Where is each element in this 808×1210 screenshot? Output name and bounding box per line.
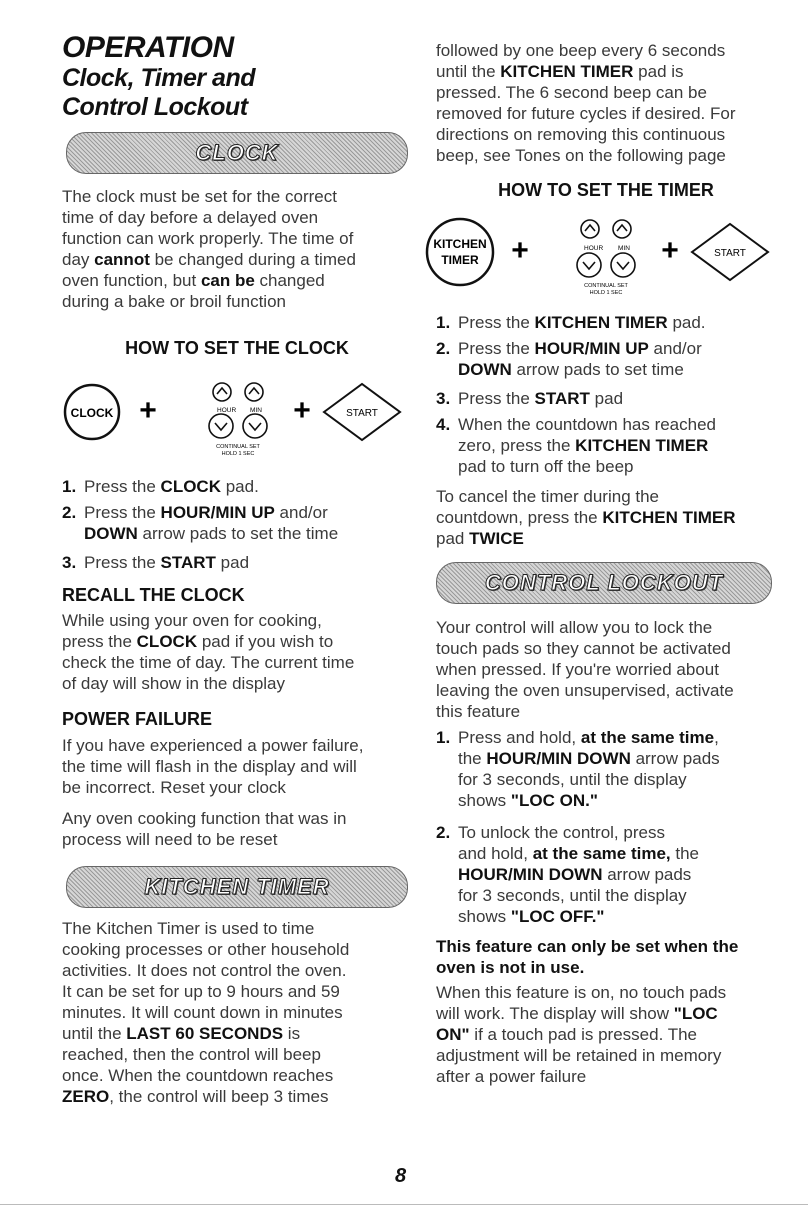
how-to-set-timer-heading: HOW TO SET THE TIMER <box>498 180 714 200</box>
page-subtitle-line-1: Clock, Timer and <box>62 64 255 92</box>
lockout-end-text: When this feature is on, no touch pads will work. The display will show "LOC ON" if a touch pad is pressed. The adjustment will be retained in memory after a power failure <box>436 983 727 1086</box>
kitchen-timer-pad-icon <box>427 219 493 285</box>
page-bottom-rule <box>0 1204 808 1205</box>
power-failure-note: Any oven cooking function that was in process will need to be reset <box>62 809 347 849</box>
clock-intro: The clock must be set for the correct time of day before a delayed oven function can work properly. The time of day cannot be changed during a timed oven function, but can be changed during a bake or broil function <box>62 187 356 311</box>
clock-keypad-diagram <box>62 378 412 458</box>
plus-icon: + <box>661 234 679 267</box>
hour-min-arrows-icon <box>209 383 267 457</box>
svg-text:KITCHEN: KITCHEN <box>433 237 487 251</box>
svg-text:HOLD 1 SEC: HOLD 1 SEC <box>221 451 255 457</box>
svg-text:START: START <box>346 408 378 419</box>
clock-step-3: 3. Press the START pad <box>62 553 250 572</box>
lockout-step-1: 1. Press and hold, at the same time, the HOUR/MIN DOWN arrow pads for 3 seconds, until the display shows "LOC ON." <box>436 728 720 810</box>
timer-step-1: 1. Press the KITCHEN TIMER pad. <box>436 313 706 332</box>
lockout-step-2: 2. To unlock the control, press and hold, at the same time, the HOUR/MIN DOWN arrow pads for 3 seconds, until the display shows "LOC OFF." <box>436 823 699 926</box>
page-subtitle-line-2: Control Lockout <box>62 93 248 121</box>
lockout-intro: Your control will allow you to lock the touch pads so they cannot be activated when pressed. If you're worried about leaving the oven unsupervised, activate this feature <box>436 618 734 721</box>
kitchen-timer-banner <box>66 866 408 908</box>
clock-banner-label: CLOCK <box>195 140 279 165</box>
svg-text:HOUR: HOUR <box>584 245 604 252</box>
timer-step-4: 4. When the countdown has reached zero, press the KITCHEN TIMER pad to turn off the beep <box>436 415 717 476</box>
recall-clock-heading: RECALL THE CLOCK <box>62 585 245 605</box>
start-pad-icon <box>324 384 400 440</box>
kitchen-timer-banner-label: KITCHEN TIMER <box>144 874 330 899</box>
hour-min-arrows-icon <box>577 220 635 296</box>
recall-clock-text: While using your oven for cooking, press the CLOCK pad if you wish to check the time of day. The current time of day will show in the display <box>62 611 355 693</box>
clock-pad-icon <box>65 385 119 439</box>
svg-text:HOLD 1 SEC: HOLD 1 SEC <box>589 290 623 296</box>
how-to-set-clock-heading: HOW TO SET THE CLOCK <box>125 338 349 358</box>
svg-text:CONTINUAL SET: CONTINUAL SET <box>584 283 628 289</box>
svg-text:CONTINUAL SET: CONTINUAL SET <box>216 444 260 450</box>
svg-text:HOUR: HOUR <box>217 407 237 414</box>
control-lockout-banner <box>436 562 772 604</box>
page-number: 8 <box>395 1165 407 1187</box>
start-pad-icon <box>692 224 768 280</box>
svg-text:MIN: MIN <box>250 407 262 414</box>
clock-step-2: 2. Press the HOUR/MIN UP and/or DOWN arrow pads to set the time <box>62 503 339 543</box>
plus-icon: + <box>293 394 311 427</box>
clock-step-1: 1. Press the CLOCK pad. <box>62 477 259 496</box>
timer-step-3: 3. Press the START pad <box>436 389 624 408</box>
timer-step-2: 2. Press the HOUR/MIN UP and/or DOWN arrow pads to set time <box>436 339 702 379</box>
plus-icon: + <box>511 234 529 267</box>
kitchen-timer-continued: followed by one beep every 6 seconds until the KITCHEN TIMER pad is pressed. The 6 second beep can be removed for future cycles if desired. For directions on removing this continuous beep, see Tones on the following page <box>436 41 736 165</box>
power-failure-heading: POWER FAILURE <box>62 709 213 729</box>
lockout-note: This feature can only be set when the oven is not in use. <box>436 937 739 977</box>
control-lockout-banner-label: CONTROL LOCKOUT <box>484 570 724 595</box>
plus-icon: + <box>139 394 157 427</box>
svg-text:TIMER: TIMER <box>441 253 479 267</box>
cancel-timer-text: To cancel the timer during the countdown, press the KITCHEN TIMER pad TWICE <box>436 487 736 548</box>
svg-text:CLOCK: CLOCK <box>70 406 114 420</box>
svg-text:MIN: MIN <box>618 245 630 252</box>
clock-banner <box>66 132 408 174</box>
timer-keypad-diagram <box>420 212 770 302</box>
page-title: OPERATION <box>62 31 234 64</box>
power-failure-text: If you have experienced a power failure, the time will flash in the display and will be incorrect. Reset your clock <box>62 736 364 797</box>
kitchen-timer-intro: The Kitchen Timer is used to time cooking processes or other household activities. It does not control the oven. It can be set for up to 9 hours and 59 minutes. It will count down in minutes until the LAST 60 SECONDS is reached, then the control will beep once. When the countdown reaches ZERO, the control will beep 3 times <box>62 919 350 1106</box>
svg-text:START: START <box>714 248 746 259</box>
